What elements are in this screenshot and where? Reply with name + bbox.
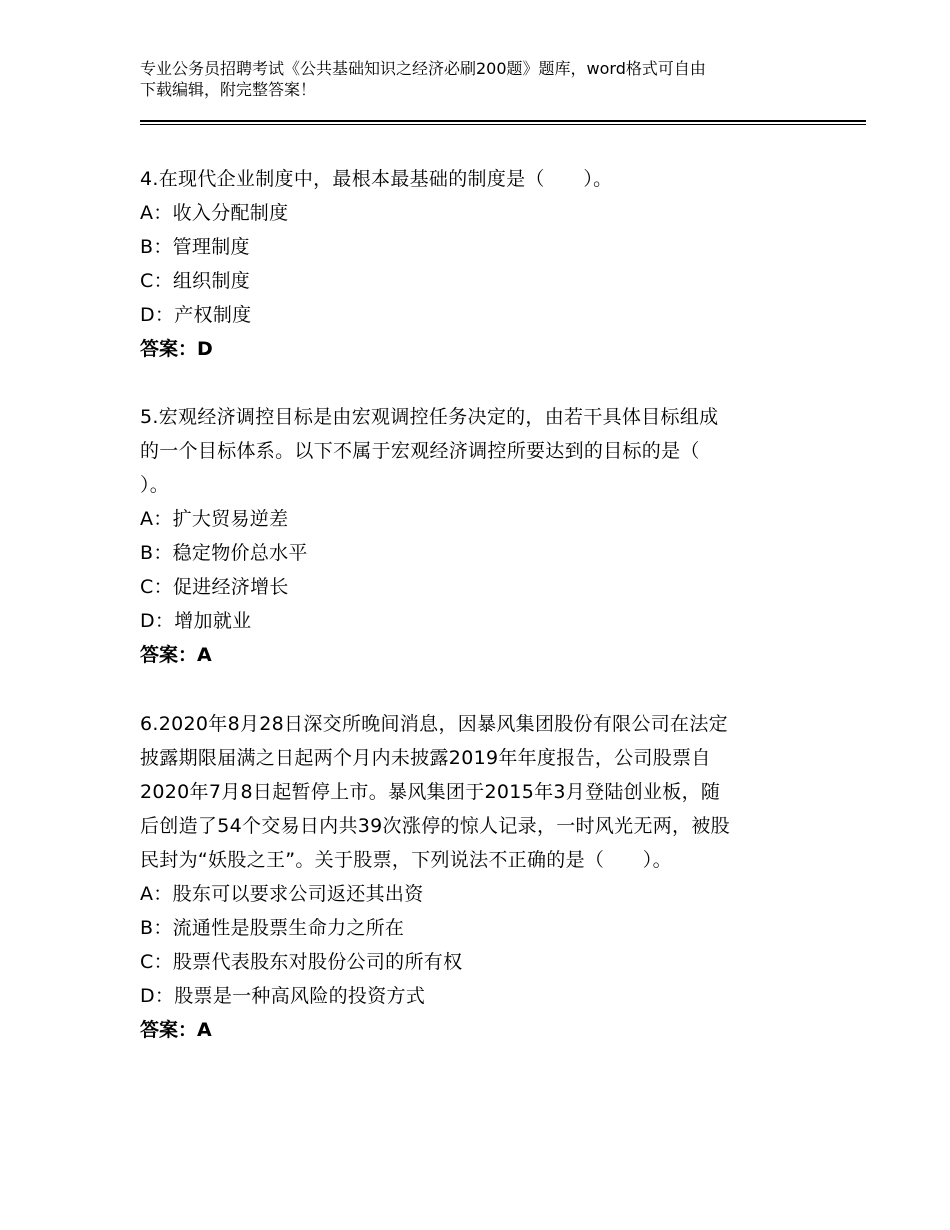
- option-b: B：流通性是股票生命力之所在: [140, 917, 405, 939]
- option-d: D：股票是一种高风险的投资方式: [140, 985, 426, 1007]
- question-stem-line: 4.在现代企业制度中，最根本最基础的制度是（ ）。: [140, 168, 613, 190]
- question-stem-line: 后创造了54个交易日内共39次涨停的惊人记录，一时风光无两，被股: [140, 815, 730, 837]
- option-c: C：股票代表股东对股份公司的所有权: [140, 951, 463, 973]
- option-a: A：扩大贸易逆差: [140, 508, 289, 530]
- header-line-1: 专业公务员招聘考试《公共基础知识之经济必刷200题》题库，word格式可自由: [140, 59, 706, 78]
- question-stem-line: 5.宏观经济调控目标是由宏观调控任务决定的，由若干具体目标组成: [140, 406, 719, 428]
- option-c: C：促进经济增长: [140, 576, 289, 598]
- option-d: D：产权制度: [140, 304, 252, 326]
- option-a: A：股东可以要求公司返还其出资: [140, 883, 424, 905]
- option-d: D：增加就业: [140, 610, 252, 632]
- option-b: B：管理制度: [140, 236, 250, 258]
- question-stem-line: 的一个目标体系。以下不属于宏观经济调控所要达到的目标的是（: [140, 440, 700, 462]
- option-a: A：收入分配制度: [140, 202, 289, 224]
- question-stem-line: 披露期限届满之日起两个月内未披露2019年年度报告，公司股票自: [140, 747, 711, 769]
- question-stem-line: ）。: [140, 474, 170, 496]
- question-stem-line: 6.2020年8月28日深交所晚间消息，因暴风集团股份有限公司在法定: [140, 713, 728, 735]
- option-c: C：组织制度: [140, 270, 251, 292]
- document-header: [140, 58, 820, 100]
- question-6: [140, 707, 820, 1047]
- header-divider: [140, 120, 866, 125]
- answer-label: 答案：D: [140, 338, 213, 360]
- answer-label: 答案：A: [140, 1019, 212, 1041]
- question-stem-line: 2020年7月8日起暂停上市。暴风集团于2015年3月登陆创业板，随: [140, 781, 721, 803]
- option-b: B：稳定物价总水平: [140, 542, 308, 564]
- question-4: [140, 162, 820, 366]
- question-stem-line: 民封为“妖股之王”。关于股票，下列说法不正确的是（ ）。: [140, 849, 672, 871]
- answer-label: 答案：A: [140, 644, 212, 666]
- question-5: [140, 400, 820, 672]
- header-line-2: 下载编辑，附完整答案！: [140, 80, 317, 99]
